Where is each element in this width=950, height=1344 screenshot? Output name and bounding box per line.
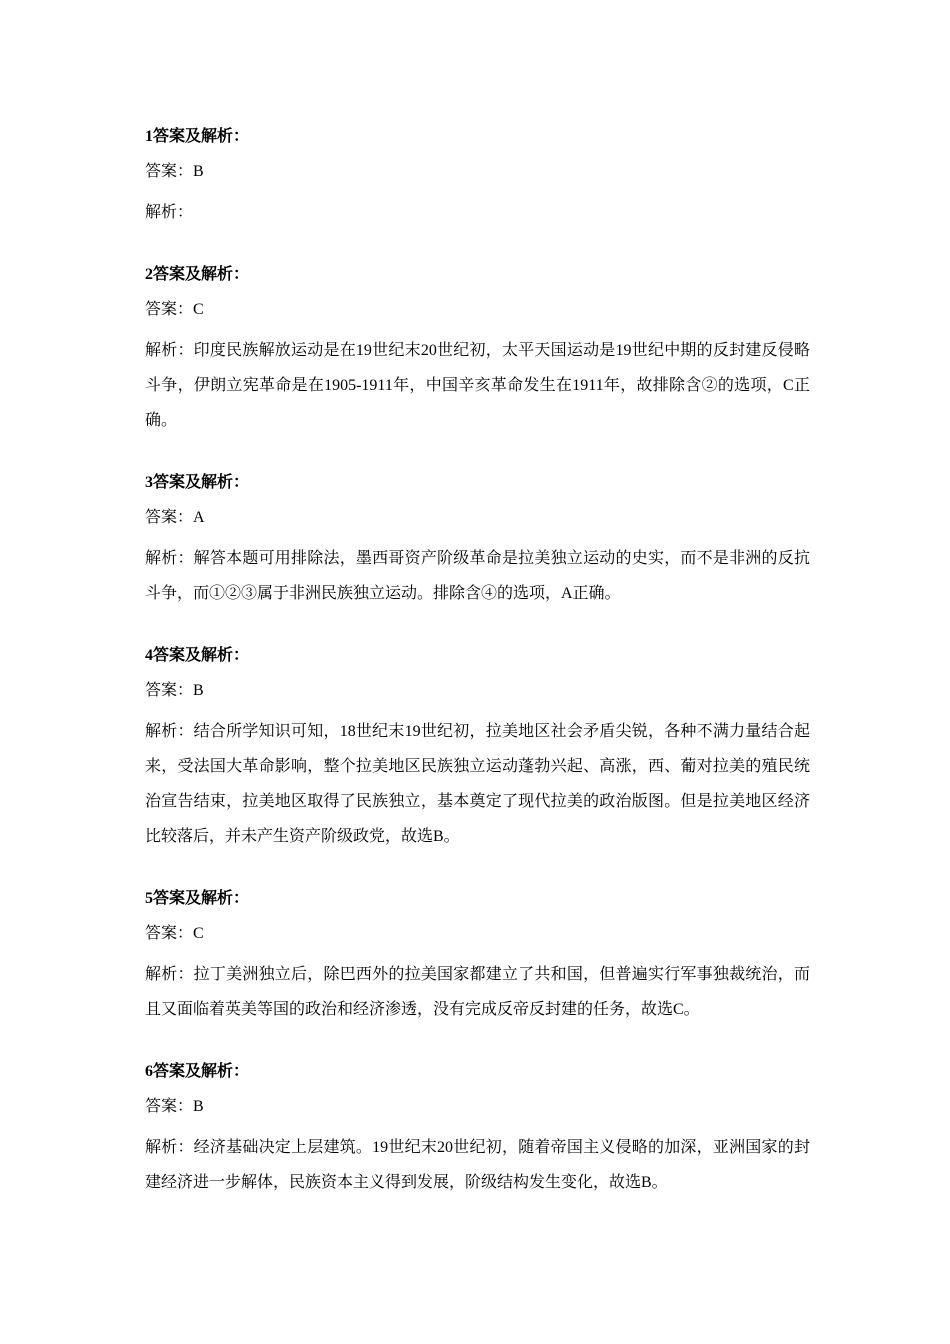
spacer — [145, 611, 810, 644]
spacer — [145, 1027, 810, 1060]
analysis-text: 解析：拉丁美洲独立后，除巴西外的拉美国家都建立了共和国，但普遍实行军事独裁统治，而且又面临着英美等国的政治和经济渗透，没有完成反帝反封建的任务，故选C。 — [145, 966, 810, 1018]
analysis-text: 解析： — [145, 204, 194, 221]
spacer — [145, 230, 810, 263]
answer-block-4 — [145, 644, 810, 854]
spacer — [145, 854, 810, 887]
answer-text: 答案：A — [145, 509, 205, 526]
analysis-text: 解析：解答本题可用排除法，墨西哥资产阶级革命是拉美独立运动的史实，而不是非洲的反抗斗争，而①②③属于非洲民族独立运动。排除含④的选项，A正确。 — [145, 550, 810, 602]
answer-block-5 — [145, 887, 810, 1027]
analysis-text: 解析：经济基础决定上层建筑。19世纪末20世纪初，随着帝国主义侵略的加深，亚洲国家的封建经济进一步解体，民族资本主义得到发展，阶级结构发生变化，故选B。 — [145, 1139, 810, 1191]
answer-text: 答案：B — [145, 163, 204, 180]
spacer — [145, 438, 810, 471]
answer-block-1 — [145, 125, 810, 230]
question-heading: 3答案及解析： — [145, 474, 250, 491]
answer-text: 答案：C — [145, 925, 204, 942]
answer-text: 答案：C — [145, 301, 204, 318]
question-heading: 2答案及解析： — [145, 266, 250, 283]
answer-text: 答案：B — [145, 1098, 204, 1115]
analysis-text: 解析：结合所学知识可知，18世纪末19世纪初，拉美地区社会矛盾尖锐，各种不满力量结合起来，受法国大革命影响，整个拉美地区民族独立运动蓬勃兴起、高涨，西、葡对拉美的殖民统治宣告结束，拉美地区取得了民族独立，基本奠定了现代拉美的政治版图。但是拉美地区经济比较落后，并未产生资产阶级政党，故选B。 — [145, 723, 810, 845]
analysis-text: 解析：印度民族解放运动是在19世纪末20世纪初，太平天国运动是19世纪中期的反封建反侵略斗争，伊朗立宪革命是在1905-1911年，中国辛亥革命发生在1911年，故排除含②的选项，C正确。 — [145, 342, 810, 429]
answer-block-3 — [145, 471, 810, 611]
answer-text: 答案：B — [145, 682, 204, 699]
answer-block-2 — [145, 263, 810, 438]
question-heading: 4答案及解析： — [145, 647, 250, 664]
document-body — [145, 125, 810, 1200]
question-heading: 1答案及解析： — [145, 128, 250, 145]
question-heading: 6答案及解析： — [145, 1063, 250, 1080]
answer-block-6 — [145, 1060, 810, 1200]
question-heading: 5答案及解析： — [145, 890, 250, 907]
